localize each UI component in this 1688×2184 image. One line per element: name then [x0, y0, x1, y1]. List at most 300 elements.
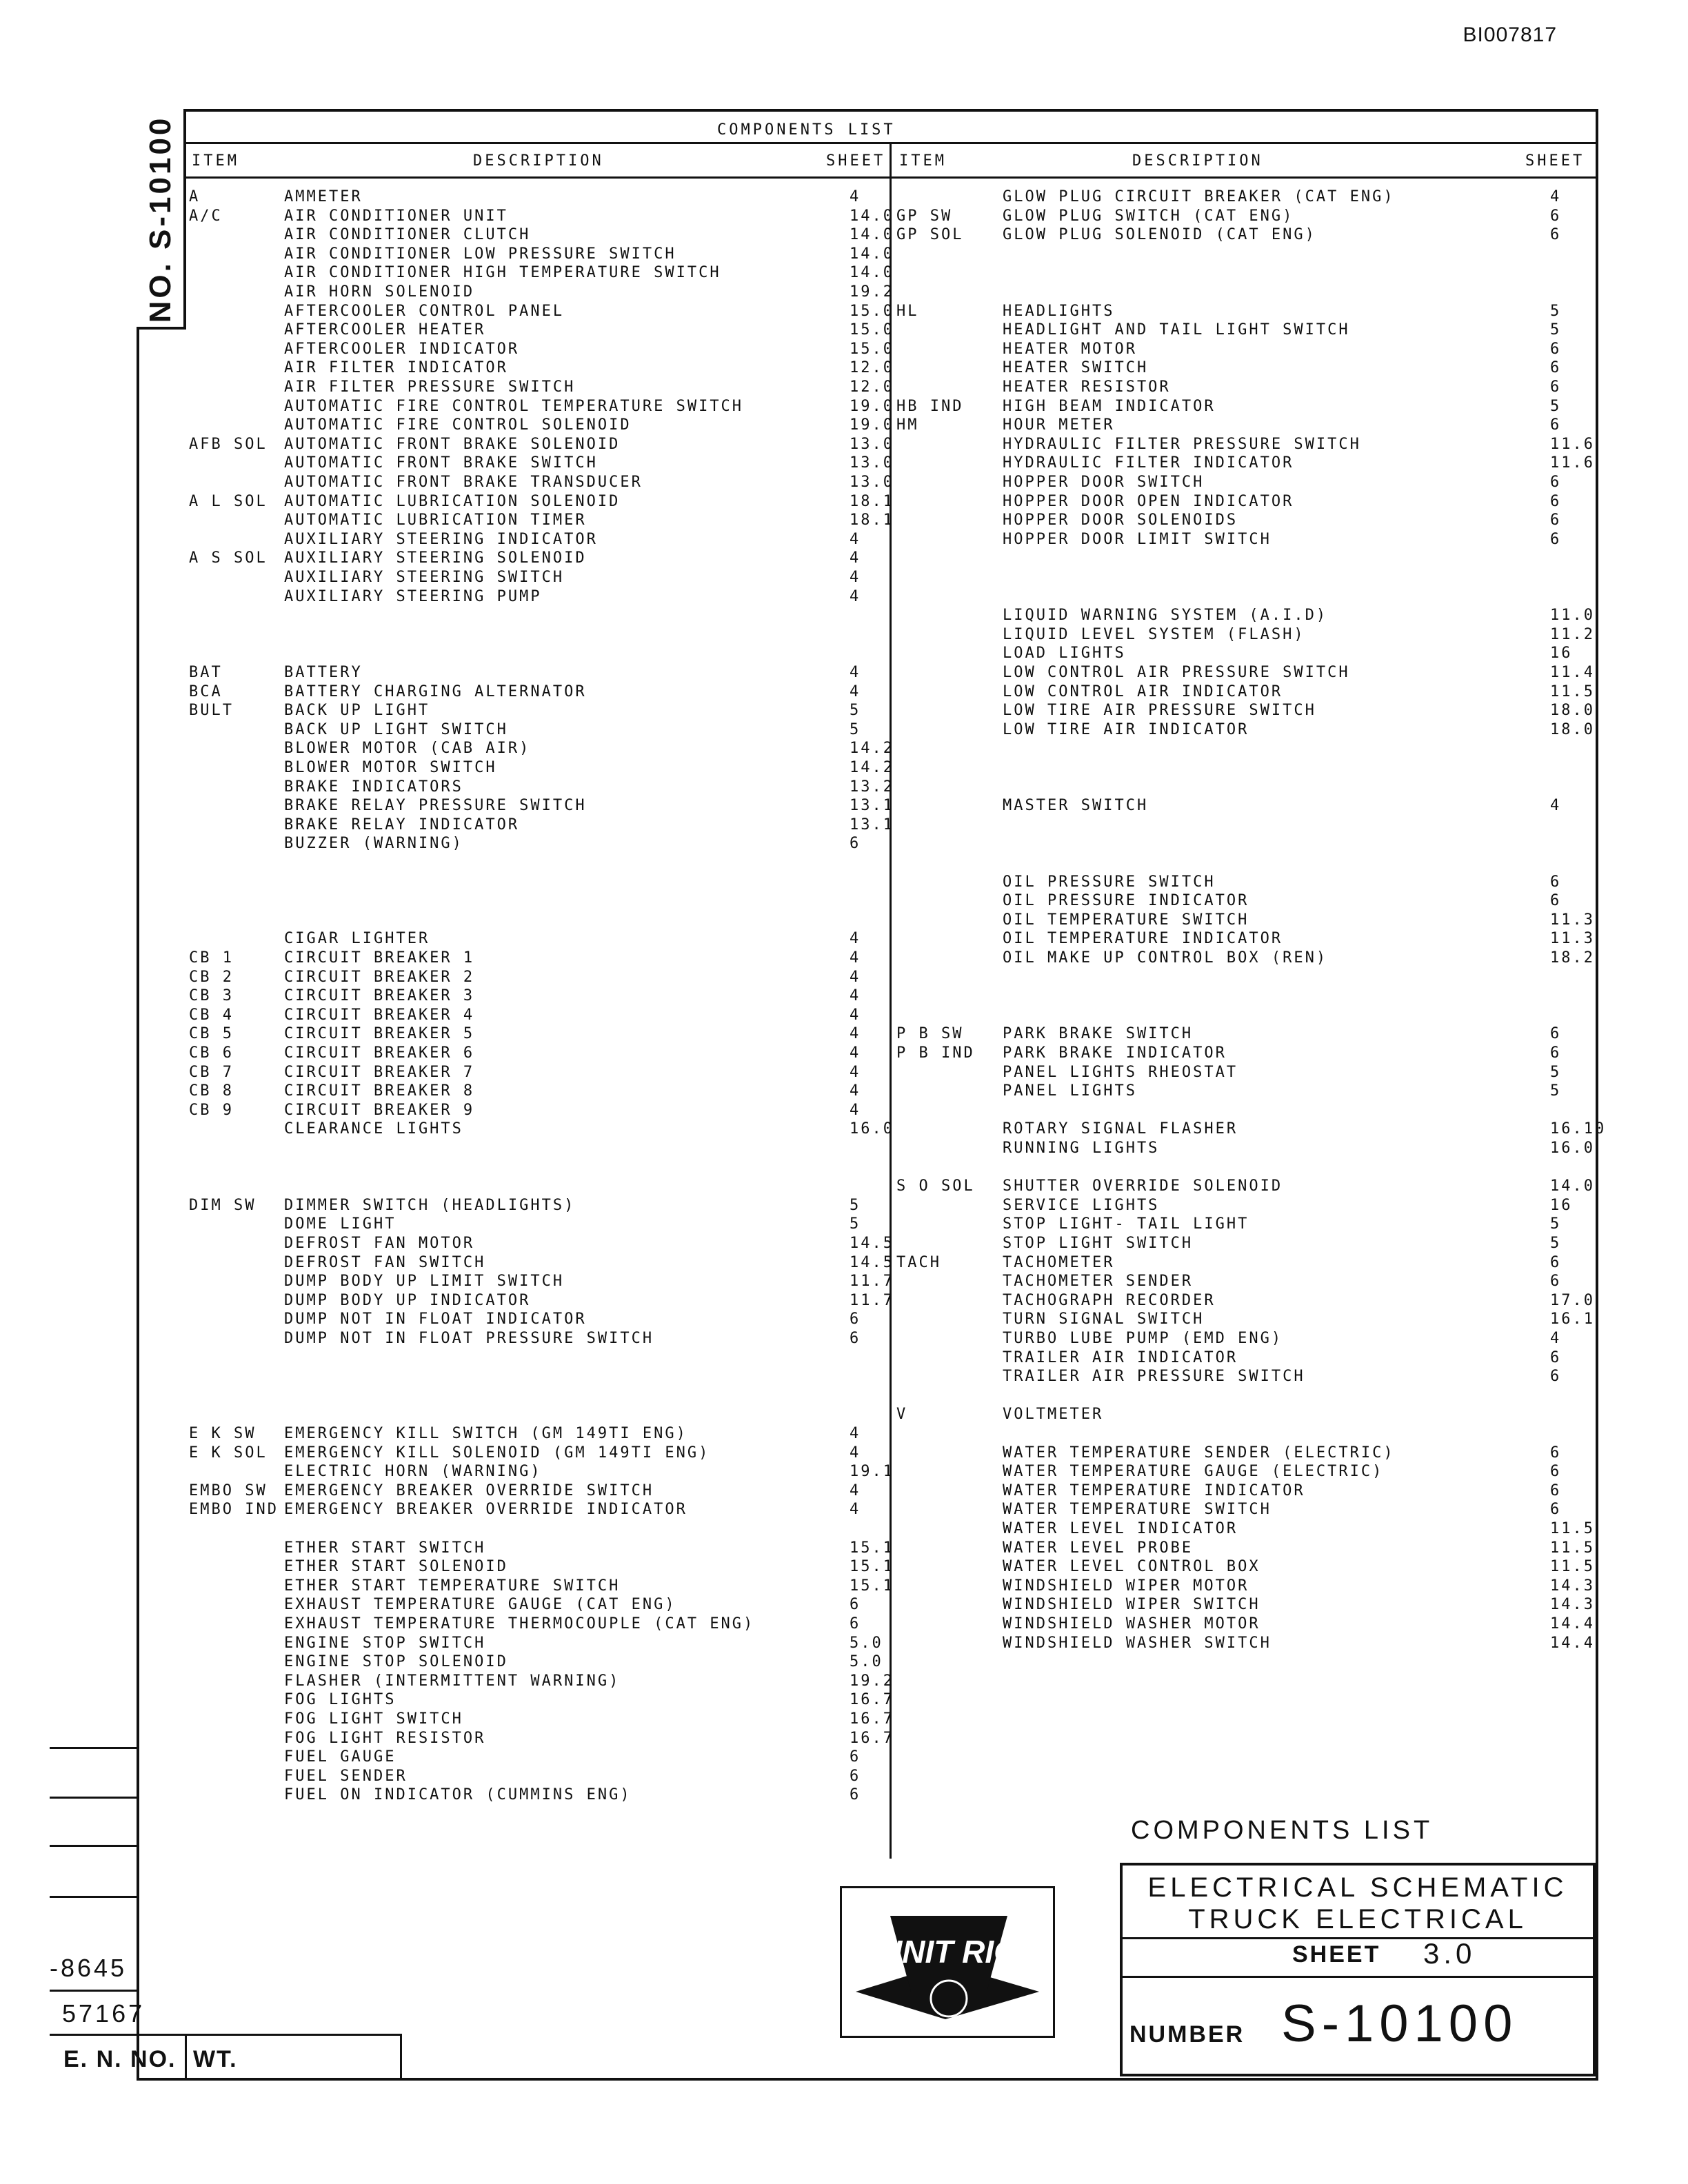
- component-description: CIRCUIT BREAKER 1: [284, 949, 475, 967]
- component-row: [892, 1234, 1596, 1253]
- component-sheet: 4: [850, 1044, 861, 1062]
- component-item-code: E K SOL: [189, 1444, 268, 1462]
- component-sheet: 11.0: [1550, 607, 1595, 625]
- component-sheet: 4: [850, 682, 861, 700]
- component-sheet: 14.0: [850, 264, 894, 282]
- component-description: BUZZER (WARNING): [284, 835, 463, 853]
- component-description: AIR FILTER PRESSURE SWITCH: [284, 378, 576, 396]
- component-sheet: 6: [1550, 892, 1562, 910]
- component-description: ENGINE STOP SWITCH: [284, 1634, 486, 1652]
- logo-emblem-icon: [842, 1888, 1053, 2036]
- component-sheet: 6: [850, 1615, 861, 1632]
- component-row: [892, 1158, 1596, 1177]
- component-row: [188, 549, 888, 567]
- component-row: [188, 358, 894, 377]
- component-row: [188, 1158, 888, 1177]
- component-row: [892, 511, 1596, 529]
- component-sheet: 5: [850, 702, 861, 720]
- component-description: WINDSHIELD WIPER SWITCH: [1003, 1596, 1260, 1614]
- component-row: [892, 492, 1596, 511]
- component-row: [188, 1082, 888, 1100]
- component-sheet: 6: [1550, 226, 1562, 244]
- component-description: AIR HORN SOLENOID: [284, 283, 475, 301]
- component-sheet: 13.1: [850, 816, 894, 833]
- sheet-value: 3.0: [1423, 1937, 1476, 1970]
- component-row: [188, 1444, 888, 1462]
- component-description: FOG LIGHT RESISTOR: [284, 1729, 486, 1747]
- component-row: [892, 1272, 1596, 1291]
- component-row: [892, 1482, 1596, 1500]
- component-row: [892, 340, 1596, 358]
- component-sheet: 6: [1550, 1482, 1562, 1499]
- component-row: [892, 1595, 1596, 1614]
- component-description: PARK BRAKE INDICATOR: [1003, 1044, 1227, 1062]
- component-description: TURBO LUBE PUMP (EMD ENG): [1003, 1330, 1283, 1347]
- component-description: WATER TEMPERATURE SWITCH: [1003, 1501, 1272, 1519]
- number-label: NUMBER: [1129, 2021, 1245, 2048]
- component-description: AIR FILTER INDICATOR: [284, 359, 508, 377]
- component-row: [188, 1767, 888, 1786]
- component-description: WATER TEMPERATURE SENDER (ELECTRIC): [1003, 1444, 1395, 1462]
- component-sheet: 17.0: [1550, 1291, 1595, 1309]
- component-row: [188, 891, 888, 910]
- component-row: [188, 720, 888, 739]
- component-description: BACK UP LIGHT: [284, 702, 430, 720]
- component-row: [892, 263, 1596, 282]
- document-id: BI007817: [1463, 23, 1557, 46]
- unit-rig-logo: [840, 1886, 1055, 2038]
- component-description: ELECTRIC HORN (WARNING): [284, 1463, 542, 1481]
- component-description: AIR CONDITIONER CLUTCH: [284, 226, 531, 244]
- component-row: [188, 911, 888, 929]
- component-sheet: 15.0: [850, 340, 894, 358]
- component-item-code: GP SOL: [896, 226, 964, 244]
- component-description: OIL PRESSURE INDICATOR: [1003, 892, 1249, 910]
- component-description: AUTOMATIC FRONT BRAKE SOLENOID: [284, 435, 621, 453]
- component-description: FUEL SENDER: [284, 1767, 408, 1785]
- component-row: [892, 1444, 1596, 1462]
- component-row: [892, 739, 1596, 758]
- rev-rule-4: [50, 1896, 138, 1898]
- component-sheet: 16.1: [1550, 1311, 1595, 1328]
- component-sheet: 4: [850, 530, 861, 548]
- component-row: [188, 1196, 888, 1215]
- component-description: HOPPER DOOR LIMIT SWITCH: [1003, 530, 1272, 548]
- component-sheet: 4: [850, 1501, 861, 1519]
- component-sheet: 18.1: [850, 512, 894, 529]
- component-description: OIL TEMPERATURE SWITCH: [1003, 911, 1249, 929]
- component-row: [188, 1044, 888, 1062]
- component-item-code: S O SOL: [896, 1177, 975, 1195]
- component-sheet: 16.10: [1550, 1120, 1607, 1138]
- component-item-code: HL: [896, 302, 919, 320]
- component-description: MASTER SWITCH: [1003, 797, 1149, 815]
- component-item-code: EMBO IND: [189, 1501, 279, 1519]
- component-row: [188, 207, 894, 225]
- component-row: [188, 834, 888, 853]
- right-description-header: DESCRIPTION: [1132, 152, 1263, 170]
- component-sheet: 5: [1550, 302, 1562, 320]
- component-row: [188, 816, 894, 834]
- side-number-label: NO. S-10100: [143, 115, 177, 323]
- component-description: DEFROST FAN SWITCH: [284, 1253, 486, 1271]
- component-item-code: HB IND: [896, 397, 964, 415]
- component-row: [188, 245, 894, 263]
- component-sheet: 19.2: [850, 1672, 894, 1690]
- component-description: AUTOMATIC FRONT BRAKE TRANSDUCER: [284, 474, 643, 491]
- left-sheet-header: SHEET: [826, 152, 886, 170]
- number-value: S-10100: [1281, 1994, 1518, 2053]
- component-row: [188, 340, 894, 358]
- component-description: AUTOMATIC FIRE CONTROL TEMPERATURE SWITCH: [284, 397, 744, 415]
- component-description: TURN SIGNAL SWITCH: [1003, 1311, 1205, 1328]
- component-row: [188, 778, 894, 796]
- component-item-code: A L SOL: [189, 492, 268, 510]
- header-top-rule: [186, 142, 1598, 144]
- component-sheet: 6: [1550, 1368, 1562, 1386]
- component-description: AFTERCOOLER CONTROL PANEL: [284, 302, 565, 320]
- component-row: [188, 701, 888, 720]
- component-sheet: 15.0: [850, 321, 894, 339]
- component-row: [892, 245, 1596, 263]
- component-description: AFTERCOOLER HEATER: [284, 321, 486, 339]
- component-sheet: 6: [850, 1330, 861, 1347]
- component-row: [892, 834, 1596, 853]
- component-sheet: 5: [850, 1196, 861, 1214]
- component-description: DUMP NOT IN FLOAT INDICATOR: [284, 1311, 587, 1328]
- component-sheet: 18.0: [1550, 720, 1595, 738]
- component-sheet: 11.5: [1550, 682, 1595, 700]
- component-description: TRAILER AIR PRESSURE SWITCH: [1003, 1368, 1305, 1386]
- component-row: [188, 1139, 888, 1157]
- header-bottom-rule: [186, 176, 1598, 179]
- component-description: FOG LIGHT SWITCH: [284, 1710, 463, 1728]
- component-description: BRAKE RELAY INDICATOR: [284, 816, 520, 833]
- component-row: [188, 1577, 894, 1595]
- component-row: [892, 1196, 1596, 1215]
- component-row: [188, 853, 888, 872]
- component-description: SHUTTER OVERRIDE SOLENOID: [1003, 1177, 1283, 1195]
- component-description: BRAKE INDICATORS: [284, 778, 463, 796]
- component-sheet: 6: [850, 835, 861, 853]
- component-sheet: 18.2: [1550, 949, 1595, 967]
- component-sheet: 5: [1550, 321, 1562, 339]
- component-description: EMERGENCY BREAKER OVERRIDE INDICATOR: [284, 1501, 687, 1519]
- component-row: [892, 1500, 1596, 1519]
- component-sheet: 6: [850, 1786, 861, 1804]
- component-sheet: 11.5: [1550, 1520, 1595, 1537]
- component-sheet: 19.0: [850, 416, 894, 434]
- component-sheet: 13.2: [850, 778, 894, 796]
- component-sheet: 5: [850, 1215, 861, 1233]
- component-sheet: 6: [1550, 207, 1562, 225]
- component-row: [188, 568, 888, 587]
- component-description: BLOWER MOTOR SWITCH: [284, 759, 497, 776]
- component-row: [892, 1024, 1596, 1043]
- component-row: [188, 530, 888, 549]
- component-row: [188, 587, 888, 606]
- component-description: CIRCUIT BREAKER 8: [284, 1082, 475, 1100]
- rev-rule-1: [50, 1747, 138, 1749]
- component-row: [892, 968, 1596, 987]
- component-row: [188, 1024, 888, 1043]
- component-sheet: 6: [1550, 1253, 1562, 1271]
- component-row: [188, 397, 894, 416]
- left-components-list: [188, 188, 894, 1856]
- component-row: [188, 1748, 888, 1766]
- component-sheet: 18.0: [1550, 702, 1595, 720]
- component-description: LOAD LIGHTS: [1003, 645, 1126, 663]
- component-description: WINDSHIELD WASHER SWITCH: [1003, 1634, 1272, 1652]
- component-sheet: 13.0: [850, 454, 894, 472]
- revision-number-a: -8645: [50, 1954, 128, 1982]
- component-sheet: 15.1: [850, 1558, 894, 1576]
- component-description: HOUR METER: [1003, 416, 1115, 434]
- component-item-code: CB 7: [189, 1063, 234, 1081]
- component-row: [188, 454, 894, 472]
- component-description: DOME LIGHT: [284, 1215, 396, 1233]
- component-sheet: 6: [850, 1596, 861, 1614]
- component-sheet: 6: [1550, 378, 1562, 396]
- component-description: AUXILIARY STEERING PUMP: [284, 587, 542, 605]
- component-row: [188, 492, 894, 511]
- component-description: ROTARY SIGNAL FLASHER: [1003, 1120, 1238, 1138]
- component-row: [892, 225, 1596, 244]
- component-row: [892, 929, 1596, 948]
- component-description: DUMP BODY UP LIMIT SWITCH: [284, 1273, 565, 1291]
- component-sheet: 6: [850, 1748, 861, 1766]
- component-sheet: 14.5: [850, 1253, 894, 1271]
- component-description: CIRCUIT BREAKER 3: [284, 987, 475, 1005]
- component-sheet: 19.1: [850, 1463, 894, 1481]
- component-description: HYDRAULIC FILTER PRESSURE SWITCH: [1003, 435, 1361, 453]
- table-title: COMPONENTS LIST: [717, 121, 896, 139]
- component-row: [188, 1424, 888, 1443]
- component-row: [892, 1367, 1596, 1386]
- component-description: CIRCUIT BREAKER 5: [284, 1025, 475, 1043]
- component-description: AUTOMATIC FRONT BRAKE SWITCH: [284, 454, 598, 472]
- component-row: [892, 568, 1596, 587]
- component-sheet: 6: [1550, 359, 1562, 377]
- component-description: BATTERY CHARGING ALTERNATOR: [284, 682, 587, 700]
- component-row: [892, 1405, 1596, 1424]
- component-row: [188, 188, 888, 206]
- component-row: [892, 1101, 1596, 1120]
- component-row: [892, 625, 1596, 644]
- component-row: [892, 1634, 1596, 1652]
- component-row: [188, 644, 888, 663]
- component-row: [188, 758, 894, 777]
- component-item-code: A S SOL: [189, 549, 268, 567]
- component-row: [892, 1215, 1596, 1233]
- component-row: [188, 1595, 888, 1614]
- component-row: [892, 1462, 1596, 1481]
- component-row: [188, 435, 894, 454]
- component-row: [892, 1006, 1596, 1024]
- component-row: [188, 1710, 894, 1728]
- component-description: HYDRAULIC FILTER INDICATOR: [1003, 454, 1294, 472]
- component-sheet: 11.5: [1550, 1558, 1595, 1576]
- rev-rule-3: [50, 1845, 138, 1847]
- component-description: EXHAUST TEMPERATURE GAUGE (CAT ENG): [284, 1596, 676, 1614]
- component-row: [892, 321, 1596, 339]
- component-item-code: BAT: [189, 664, 223, 681]
- component-item-code: CB 2: [189, 968, 234, 986]
- component-row: [188, 1652, 888, 1671]
- component-row: [892, 682, 1596, 701]
- component-sheet: 4: [850, 549, 861, 567]
- component-description: BRAKE RELAY PRESSURE SWITCH: [284, 797, 587, 815]
- component-row: [188, 682, 888, 701]
- component-item-code: DIM SW: [189, 1196, 257, 1214]
- component-item-code: P B SW: [896, 1025, 964, 1043]
- component-sheet: 6: [850, 1767, 861, 1785]
- component-row: [188, 1519, 888, 1538]
- right-sheet-header: SHEET: [1525, 152, 1585, 170]
- component-description: AUXILIARY STEERING INDICATOR: [284, 530, 598, 548]
- component-sheet: 14.3: [1550, 1577, 1595, 1595]
- component-sheet: 16.7: [850, 1691, 894, 1709]
- component-row: [892, 1139, 1596, 1157]
- component-row: [892, 1044, 1596, 1062]
- component-description: EMERGENCY BREAKER OVERRIDE SWITCH: [284, 1482, 654, 1499]
- component-description: LOW TIRE AIR PRESSURE SWITCH: [1003, 702, 1316, 720]
- component-row: [188, 1672, 894, 1690]
- component-sheet: 16.0: [850, 1120, 894, 1138]
- component-description: WATER LEVEL INDICATOR: [1003, 1520, 1238, 1537]
- component-sheet: 11.7: [850, 1273, 894, 1291]
- component-sheet: 14.4: [1550, 1634, 1595, 1652]
- component-row: [188, 283, 894, 301]
- component-description: EMERGENCY KILL SOLENOID (GM 149TI ENG): [284, 1444, 710, 1462]
- sheet-label: SHEET: [1292, 1941, 1381, 1968]
- component-row: [892, 644, 1596, 663]
- component-sheet: 11.5: [1550, 1539, 1595, 1557]
- component-sheet: 11.7: [850, 1291, 894, 1309]
- component-row: [188, 1272, 894, 1291]
- component-item-code: CB 3: [189, 987, 234, 1005]
- component-row: [892, 454, 1596, 472]
- component-row: [188, 473, 894, 492]
- component-item-code: GP SW: [896, 207, 953, 225]
- component-sheet: 15.0: [850, 302, 894, 320]
- component-description: OIL MAKE UP CONTROL BOX (REN): [1003, 949, 1328, 967]
- component-description: CIRCUIT BREAKER 9: [284, 1101, 475, 1119]
- component-row: [188, 378, 894, 396]
- component-item-code: P B IND: [896, 1044, 975, 1062]
- component-item-code: E K SW: [189, 1425, 257, 1442]
- component-sheet: 5: [1550, 1215, 1562, 1233]
- component-item-code: V: [896, 1406, 908, 1424]
- component-description: TRAILER AIR INDICATOR: [1003, 1348, 1238, 1366]
- component-sheet: 11.6: [1550, 454, 1595, 472]
- component-sheet: 4: [850, 1082, 861, 1100]
- component-sheet: 18.1: [850, 492, 894, 510]
- component-sheet: 14.2: [850, 740, 894, 758]
- component-row: [188, 739, 894, 758]
- component-sheet: 4: [850, 1025, 861, 1043]
- component-row: [188, 1006, 888, 1024]
- component-description: BLOWER MOTOR (CAB AIR): [284, 740, 531, 758]
- component-row: [188, 1253, 894, 1272]
- component-row: [892, 701, 1596, 720]
- component-description: TACHOMETER: [1003, 1253, 1115, 1271]
- component-row: [188, 1348, 888, 1367]
- component-row: [892, 1615, 1596, 1633]
- component-sheet: 6: [1550, 1025, 1562, 1043]
- component-row: [892, 1063, 1596, 1082]
- component-row: [188, 987, 888, 1005]
- component-row: [892, 1291, 1596, 1310]
- component-description: AIR CONDITIONER UNIT: [284, 207, 508, 225]
- component-description: LIQUID WARNING SYSTEM (A.I.D): [1003, 607, 1328, 625]
- component-row: [188, 1482, 888, 1500]
- component-row: [188, 321, 894, 339]
- component-row: [892, 1539, 1596, 1557]
- revision-number-b: 57167: [62, 1999, 145, 2028]
- component-description: RUNNING LIGHTS: [1003, 1140, 1160, 1157]
- component-row: [892, 188, 1596, 206]
- component-description: PARK BRAKE SWITCH: [1003, 1025, 1194, 1043]
- component-description: TACHOMETER SENDER: [1003, 1273, 1194, 1291]
- component-row: [188, 416, 894, 434]
- component-sheet: 11.3: [1550, 930, 1595, 948]
- wt-label: WT.: [193, 2046, 238, 2072]
- component-row: [892, 207, 1596, 225]
- component-description: ETHER START SWITCH: [284, 1539, 486, 1557]
- component-sheet: 4: [850, 930, 861, 948]
- component-row: [892, 720, 1596, 739]
- component-row: [188, 873, 888, 891]
- component-sheet: 12.0: [850, 378, 894, 396]
- component-description: AMMETER: [284, 188, 363, 205]
- component-row: [892, 606, 1596, 625]
- component-row: [892, 416, 1596, 434]
- component-row: [892, 816, 1596, 834]
- component-item-code: CB 6: [189, 1044, 234, 1062]
- component-sheet: 13.0: [850, 435, 894, 453]
- component-description: CIRCUIT BREAKER 4: [284, 1006, 475, 1024]
- wt-box-edge: [400, 2034, 402, 2081]
- component-description: LOW CONTROL AIR PRESSURE SWITCH: [1003, 664, 1350, 681]
- component-description: EXHAUST TEMPERATURE THERMOCOUPLE (CAT ENG): [284, 1615, 755, 1632]
- component-description: AUXILIARY STEERING SOLENOID: [284, 549, 587, 567]
- component-row: [892, 758, 1596, 777]
- component-row: [892, 1177, 1596, 1195]
- component-description: DIMMER SWITCH (HEADLIGHTS): [284, 1196, 576, 1214]
- component-row: [892, 873, 1596, 891]
- component-row: [892, 378, 1596, 396]
- component-sheet: 6: [1550, 1273, 1562, 1291]
- component-sheet: 14.0: [850, 245, 894, 263]
- component-row: [188, 1500, 888, 1519]
- rev-rule-6: [50, 2034, 401, 2036]
- component-sheet: 6: [1550, 474, 1562, 491]
- component-sheet: 6: [1550, 873, 1562, 891]
- component-row: [892, 1577, 1596, 1595]
- component-sheet: 4: [1550, 188, 1562, 205]
- component-sheet: 16: [1550, 645, 1573, 663]
- component-sheet: 6: [1550, 1044, 1562, 1062]
- component-description: GLOW PLUG CIRCUIT BREAKER (CAT ENG): [1003, 188, 1395, 205]
- left-item-header: ITEM: [192, 152, 239, 170]
- component-row: [188, 606, 888, 625]
- component-description: TACHOGRAPH RECORDER: [1003, 1291, 1216, 1309]
- component-sheet: 5.0: [850, 1653, 883, 1671]
- component-row: [892, 1348, 1596, 1367]
- component-description: DUMP BODY UP INDICATOR: [284, 1291, 531, 1309]
- component-sheet: 5: [1550, 1063, 1562, 1081]
